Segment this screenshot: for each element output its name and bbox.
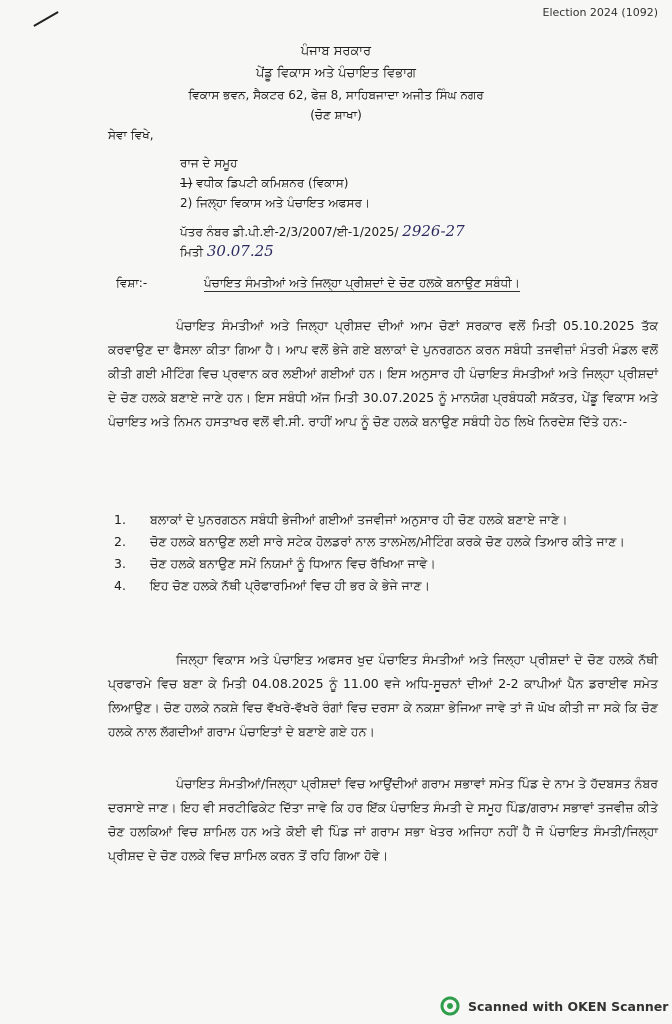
list-item-number: 3.	[114, 556, 126, 571]
paragraph-1: ਪੰਚਾਇਤ ਸੰਮਤੀਆਂ ਅਤੇ ਜਿਲ੍ਹਾ ਪ੍ਰੀਸ਼ਦ ਦੀਆਂ ਆਮ ਚੋਣਾਂ ਸਰਕਾਰ ਵਲੋਂ ਮਿਤੀ 05.10.2025 ਤੱਕ ਕਰਵਾਉਣ ਦਾ ਫੈਸਲਾ ਕੀਤਾ ਗਿਆ ਹੈ। ਆਪ ਵਲੋਂ ਭੇਜੇ ਗਏ ਬਲਾਕਾਂ ਦੇ ਪੁਨਰਗਠਨ ਕਰਨ ਸਬੰਧੀ ਤਜਵੀਜ਼ਾਂ ਮੰਤਰੀ ਮੰਡਲ ਵਲੋਂ ਕੀਤੀ ਗਈ ਮੀਟਿੰਗ ਵਿਚ ਪ੍ਰਵਾਨ ਕਰ ਲਈਆਂ ਗਈਆਂ ਹਨ। ਇਸ ਅਨੁਸਾਰ ਹੀ ਪੰਚਾਇਤ ਸੰਮਤੀਆਂ ਅਤੇ ਜਿਲ੍ਹਾ ਪ੍ਰੀਸ਼ਦਾਂ ਦੇ ਚੋਣ ਹਲਕੇ ਬਣਾਏ ਜਾਣੇ ਹਨ। ਇਸ ਸਬੰਧੀ ਅੱਜ ਮਿਤੀ 30.07.2025 ਨੂੰ ਮਾਨਯੋਗ ਪ੍ਰਬੰਧਕੀ ਸਕੱਤਰ, ਪੇਂਡੂ ਵਿਕਾਸ ਅਤੇ ਪੰਚਾਇਤ ਅਤੇ ਨਿਮਨ ਹਸਤਾਖਰ ਵਲੋਂ ਵੀ.ਸੀ. ਰਾਹੀਂ ਆਪ ਨੂੰ ਚੋਣ ਹਲਕੇ ਬਨਾਉਣ ਸਬੰਧੀ ਹੇਠ ਲਿਖੇ ਨਿਰਦੇਸ਼ ਦਿੱਤੇ ਹਨ:-	[108, 318, 658, 429]
list-item-number: 4.	[114, 578, 126, 593]
recipient-line-1: ਰਾਜ ਦੇ ਸਮੂਹ	[180, 156, 238, 170]
list-item-text: ਚੋਣ ਹਲਕੇ ਬਨਾਉਣ ਸਮੇਂ ਨਿਯਮਾਂ ਨੂੰ ਧਿਆਨ ਵਿਚ ਰੱਖਿਆ ਜਾਵੇ।	[150, 556, 436, 571]
header-address: ਵਿਕਾਸ ਭਵਨ, ਸੈਕਟਰ 62, ਫੇਜ਼ 8, ਸਾਹਿਬਜਾਦਾ ਅਜੀਤ ਸਿੰਘ ਨਗਰ	[188, 88, 484, 102]
list-item	[114, 510, 654, 530]
paragraph-2: ਜਿਲ੍ਹਾ ਵਿਕਾਸ ਅਤੇ ਪੰਚਾਇਤ ਅਫਸਰ ਖੁਦ ਪੰਚਾਇਤ ਸੰਮਤੀਆਂ ਅਤੇ ਜਿਲ੍ਹਾ ਪ੍ਰੀਸ਼ਦਾਂ ਦੇ ਚੋਣ ਹਲਕੇ ਨੱਥੀ ਪ੍ਰਫਾਰਮੇ ਵਿਚ ਬਣਾ ਕੇ ਮਿਤੀ 04.08.2025 ਨੂੰ 11.00 ਵਜੇ ਅਧਿ-ਸੂਚਨਾਂ ਦੀਆਂ 2-2 ਕਾਪੀਆਂ ਪੈਨ ਡਰਾਈਵ ਸਮੇਤ ਲਿਆਉਣ। ਚੋਣ ਹਲਕੇ ਨਕਸ਼ੇ ਵਿਚ ਵੱਖਰੇ-ਵੱਖਰੇ ਰੰਗਾਂ ਵਿਚ ਦਰਸਾ ਕੇ ਨਕਸ਼ਾ ਭੇਜਿਆ ਜਾਵੇ ਤਾਂ ਜੋ ਘੋਖ ਕੀਤੀ ਜਾ ਸਕੇ ਕਿ ਚੋਣ ਹਲਕੇ ਨਾਲ ਲੱਗਦੀਆਂ ਗਰਾਮ ਪੰਚਾਇਤਾਂ ਦੇ ਬਣਾਏ ਗਏ ਹਨ।	[108, 652, 658, 739]
letter-number	[180, 222, 465, 240]
list-item-text: ਬਲਾਕਾਂ ਦੇ ਪੁਨਰਗਠਨ ਸਬੰਧੀ ਭੇਜੀਆਂ ਗਈਆਂ ਤਜਵੀਜਾਂ ਅਨੁਸਾਰ ਹੀ ਚੋਣ ਹਲਕੇ ਬਣਾਏ ਜਾਣੇ।	[150, 512, 568, 527]
paragraph-3: ਪੰਚਾਇਤ ਸੰਮਤੀਆਂ/ਜਿਲ੍ਹਾ ਪ੍ਰੀਸ਼ਦਾਂ ਵਿਚ ਆਉਂਦੀਆਂ ਗਰਾਮ ਸਭਾਵਾਂ ਸਮੇਤ ਪਿੰਡ ਦੇ ਨਾਮ ਤੇ ਹੱਦਬਸਤ ਨੰਬਰ ਦਰਸਾਏ ਜਾਣ। ਇਹ ਵੀ ਸਰਟੀਫਿਕੇਟ ਦਿੱਤਾ ਜਾਵੇ ਕਿ ਹਰ ਇੱਕ ਪੰਚਾਇਤ ਸੰਮਤੀ ਦੇ ਸਮੂਹ ਪਿੰਡ/ਗਰਾਮ ਸਭਾਵਾਂ ਤਜਵੀਜ਼ ਕੀਤੇ ਚੋਣ ਹਲਕਿਆਂ ਵਿਚ ਸ਼ਾਮਿਲ ਹਨ ਅਤੇ ਕੋਈ ਵੀ ਪਿੰਡ ਜਾਂ ਗਰਾਮ ਸਭਾ ਖੇਤਰ ਅਜਿਹਾ ਨਹੀਂ ਹੈ ਜੋ ਪੰਚਾਇਤ ਸੰਮਤੀ/ਜਿਲ੍ਹਾ ਪ੍ਰੀਸ਼ਦ ਦੇ ਚੋਣ ਹਲਕੇ ਵਿਚ ਸ਼ਾਮਿਲ ਕਰਨ ਤੋਂ ਰਹਿ ਗਿਆ ਹੋਵੇ।	[108, 776, 658, 863]
recipient-title-1: ਵਧੀਕ ਡਿਪਟੀ ਕਮਿਸ਼ਨਰ (ਵਿਕਾਸ)	[196, 176, 349, 190]
document-reference: Election 2024 (1092)	[542, 6, 658, 19]
list-item	[114, 532, 654, 552]
scanner-logo-icon	[440, 996, 460, 1016]
instruction-list	[114, 510, 654, 598]
subject-label: ਵਿਸ਼ਾ:-	[116, 276, 148, 290]
salutation: ਸੇਵਾ ਵਿਖੇ,	[108, 128, 154, 142]
list-item-text: ਇਹ ਚੋਣ ਹਲਕੇ ਨੱਥੀ ਪ੍ਰੋਫਾਰਮਿਆਂ ਵਿਚ ਹੀ ਭਰ ਕੇ ਭੇਜੇ ਜਾਣ।	[150, 578, 430, 593]
letter-number-handwritten: 2926-27	[402, 222, 465, 240]
header-department: ਪੇਂਡੂ ਵਿਕਾਸ ਅਤੇ ਪੰਚਾਇਤ ਵਿਭਾਗ	[256, 66, 416, 81]
logo-dot	[447, 1003, 453, 1009]
list-item	[114, 554, 654, 574]
letter-date	[180, 242, 274, 260]
scanner-text: Scanned with OKEN Scanner	[468, 998, 669, 1014]
recipient-line-3: 2) ਜਿਲ੍ਹਾ ਵਿਕਾਸ ਅਤੇ ਪੰਚਾਇਤ ਅਫਸਰ।	[180, 196, 371, 210]
recipient-number-1: 1)	[180, 176, 193, 190]
list-item-number: 2.	[114, 534, 126, 549]
letter-date-handwritten: 30.07.25	[206, 242, 274, 260]
scanner-footer	[440, 996, 668, 1016]
header-govt: ਪੰਜਾਬ ਸਰਕਾਰ	[300, 44, 372, 59]
subject-text: ਪੰਚਾਇਤ ਸੰਮਤੀਆਂ ਅਤੇ ਜਿਲ੍ਹਾ ਪ੍ਰੀਸ਼ਦਾਂ ਦੇ ਚੋਣ ਹਲਕੇ ਬਨਾਉਣ ਸਬੰਧੀ।	[204, 276, 520, 290]
list-item-number: 1.	[114, 512, 126, 527]
list-item-text: ਚੋਣ ਹਲਕੇ ਬਨਾਉਣ ਲਈ ਸਾਰੇ ਸਟੇਕ ਹੋਲਡਰਾਂ ਨਾਲ ਤਾਲਮੇਲ/ਮੀਟਿੰਗ ਕਰਕੇ ਚੋਣ ਹਲਕੇ ਤਿਆਰ ਕੀਤੇ ਜਾਣ।	[150, 534, 625, 549]
letter-number-label: ਪੱਤਰ ਨੰਬਰ ਡੀ.ਪੀ.ਈ-2/3/2007/ਈ-1/2025/	[180, 225, 399, 239]
header-branch: (ਚੋਣ ਸ਼ਾਖਾ)	[310, 108, 362, 122]
pen-mark	[33, 11, 58, 27]
list-item	[114, 576, 654, 596]
letter-date-label: ਮਿਤੀ	[180, 245, 204, 259]
recipient-line-2	[180, 176, 348, 191]
